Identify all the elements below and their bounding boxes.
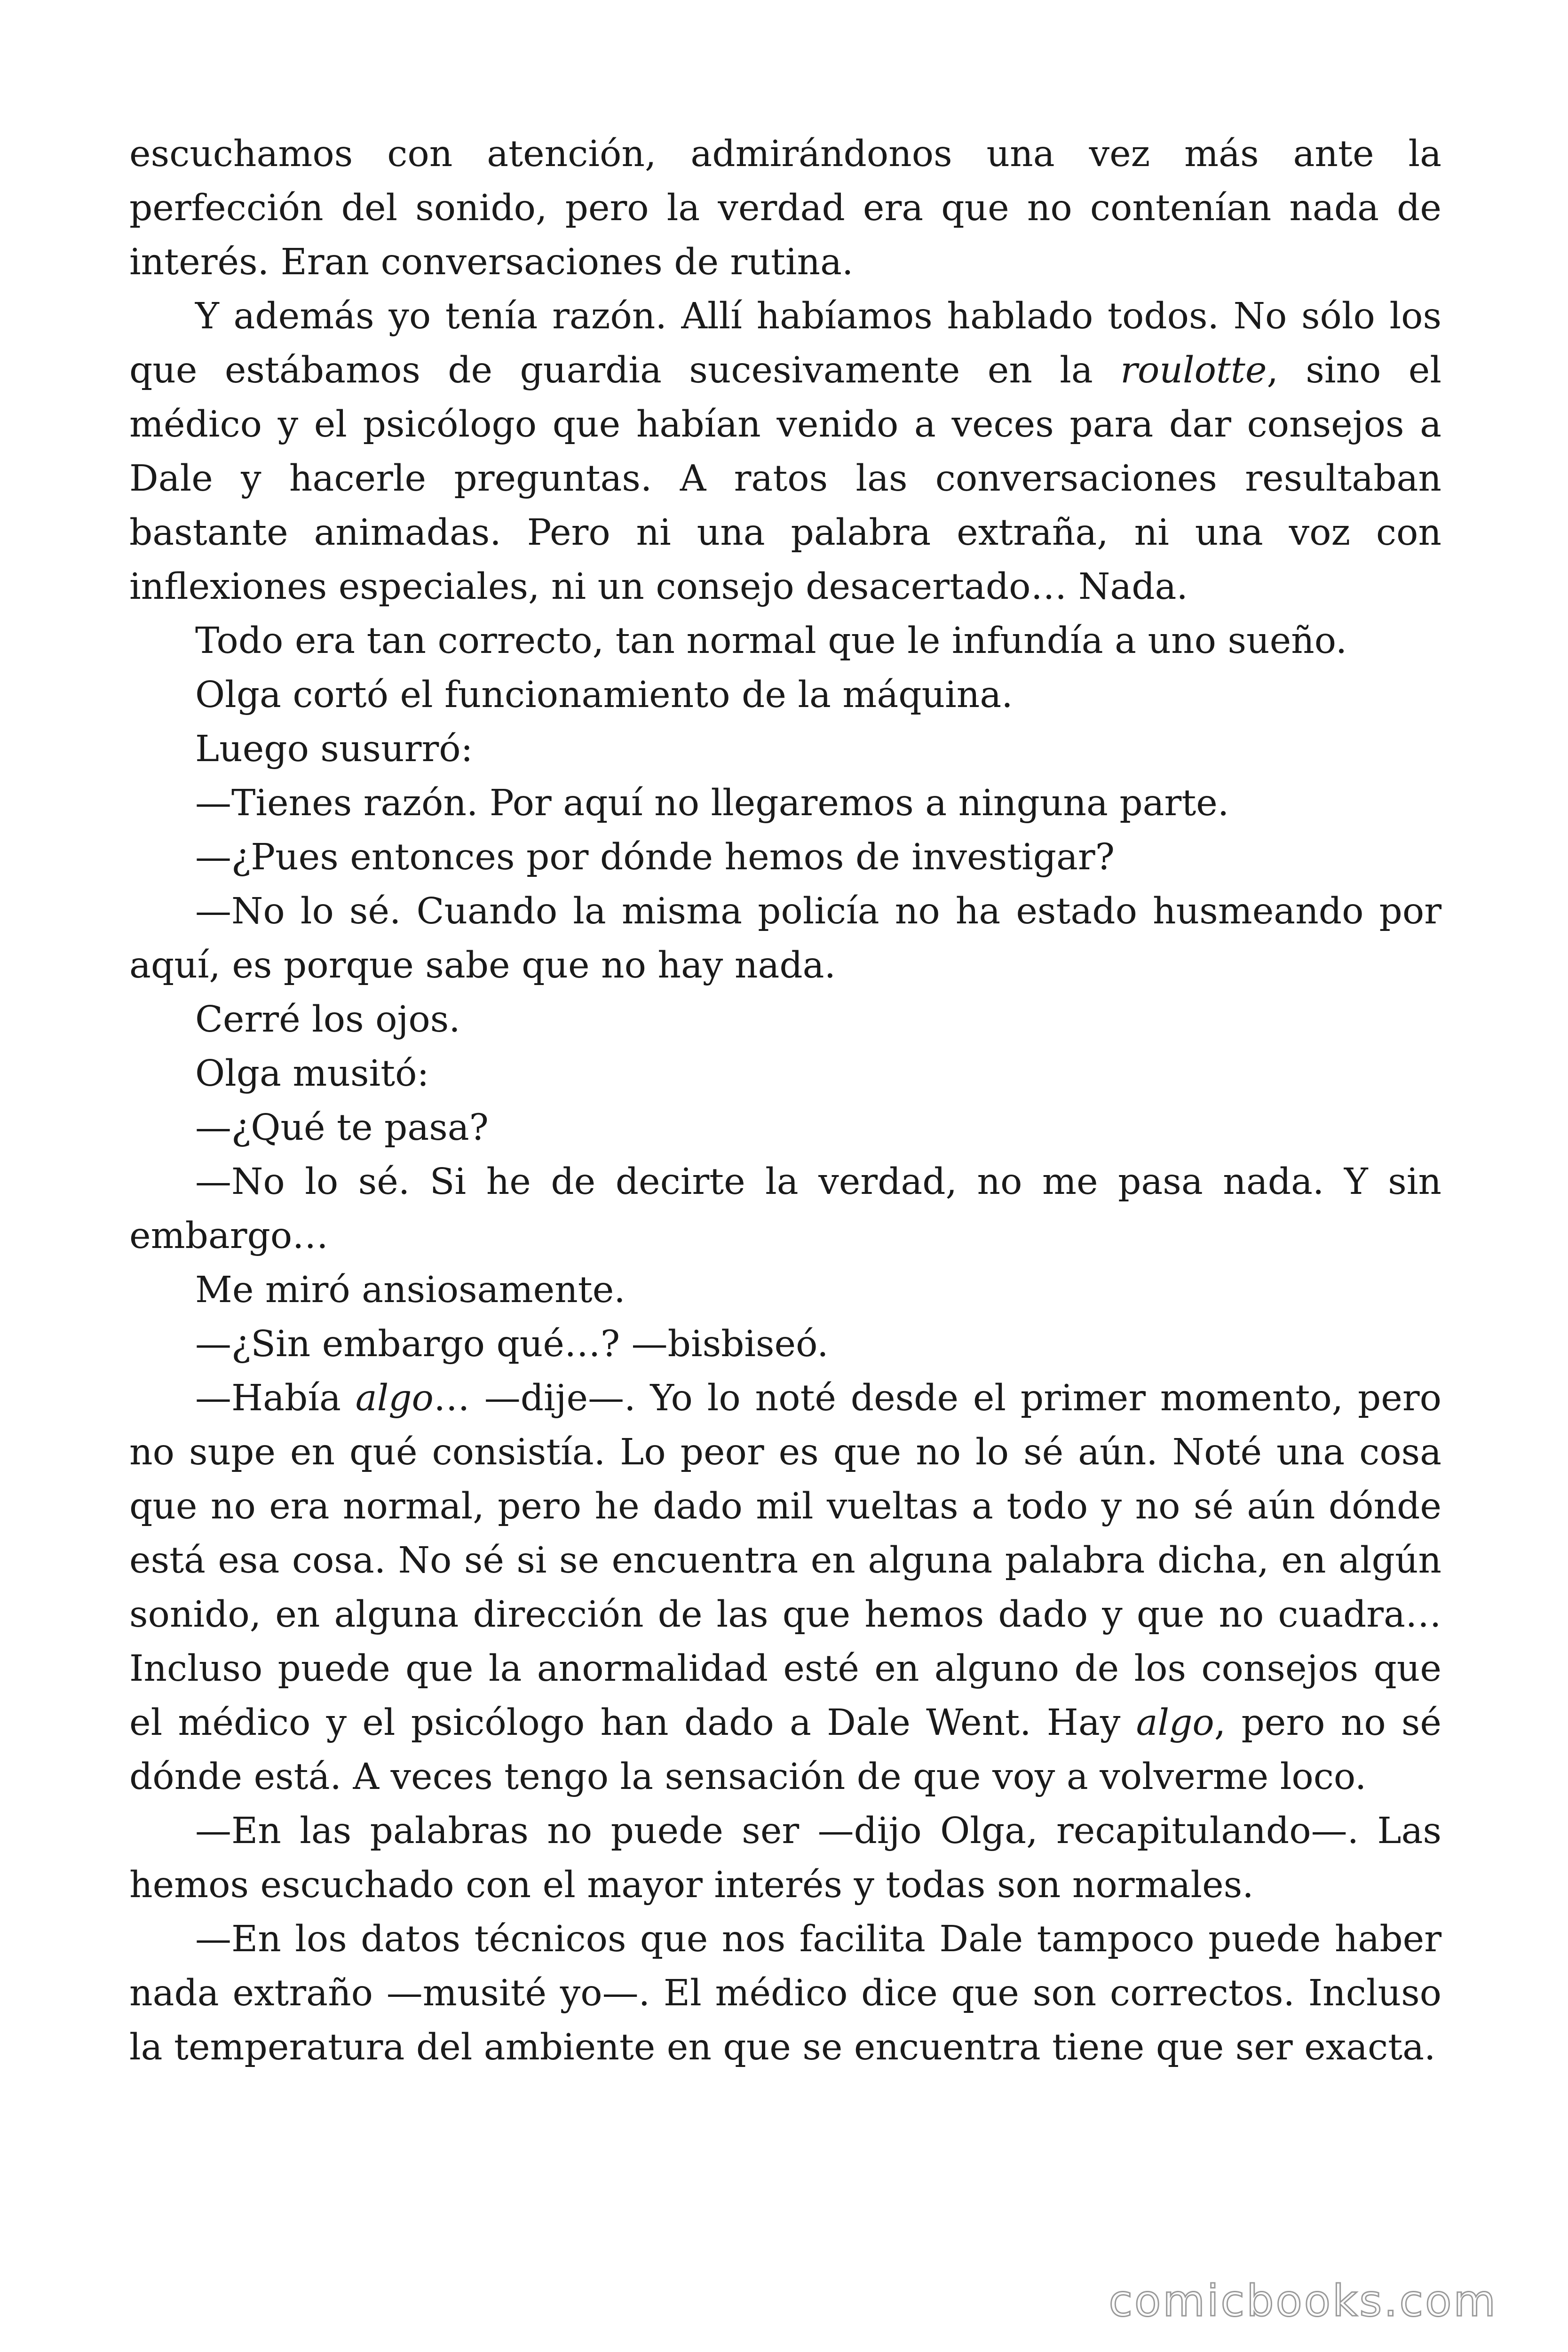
watermark: comicbooks.com — [1109, 2276, 1497, 2326]
paragraph — [129, 884, 1441, 993]
paragraph — [129, 1047, 1441, 1101]
paragraph — [129, 776, 1441, 830]
paragraph — [129, 1804, 1441, 1912]
text-run: escuchamos con atención, admirándonos una vez más ante la perfección del sonido, pero la verdad era que no contenían nada de interés. Eran conversaciones de rutina. — [129, 133, 1441, 283]
text-run: Todo era tan correcto, tan normal que le infundía a uno sueño. — [195, 620, 1347, 662]
paragraph — [129, 127, 1441, 289]
paragraph — [129, 289, 1441, 614]
text-run: —En los datos técnicos que nos facilita Dale tampoco puede haber nada extraño —musité yo—. El médico dice que son correctos. Incluso la temperatura del ambiente en que se encuentra tiene que ser exacta. — [129, 1918, 1441, 2068]
text-run: Cerré los ojos. — [195, 999, 460, 1041]
paragraph — [129, 1371, 1441, 1804]
paragraph — [129, 1155, 1441, 1263]
text-run: Olga musitó: — [195, 1053, 429, 1095]
emphasized-text: algo — [355, 1377, 434, 1419]
text-run: Y además yo tenía razón. Allí habíamos hablado todos. No sólo los que estábamos de guardia sucesivamente en la — [129, 295, 1441, 391]
text-run: Me miró ansiosamente. — [195, 1269, 626, 1311]
text-run: —En las palabras no puede ser —dijo Olga, recapitulando—. Las hemos escuchado con el mayor interés y todas son normales. — [129, 1810, 1441, 1906]
text-run: —No lo sé. Si he de decirte la verdad, no me pasa nada. Y sin embargo… — [129, 1161, 1441, 1257]
emphasized-text: roulotte — [1120, 350, 1267, 391]
text-run: —¿Qué te pasa? — [195, 1107, 489, 1149]
paragraph — [129, 722, 1441, 776]
paragraph — [129, 1263, 1441, 1317]
text-run: , sino el médico y el psicólogo que habían venido a veces para dar consejos a Dale y hacerle preguntas. A ratos las conversaciones resultaban bastante animadas. Pero ni una palabra extraña, ni una voz con inflexiones especiales, ni un consejo desacertado… Nada. — [129, 350, 1442, 608]
text-run: —Tienes razón. Por aquí no llegaremos a ninguna parte. — [195, 782, 1229, 824]
paragraph — [129, 1912, 1441, 2074]
text-run: Luego susurró: — [195, 728, 473, 770]
text-run: —¿Sin embargo qué…? —bisbiseó. — [195, 1323, 829, 1365]
text-run: —¿Pues entonces por dónde hemos de investigar? — [195, 836, 1115, 878]
text-run: —Había — [195, 1377, 356, 1419]
book-page-text — [129, 127, 1441, 2074]
text-run: Olga cortó el funcionamiento de la máquina. — [195, 674, 1013, 716]
paragraph — [129, 1101, 1441, 1155]
paragraph — [129, 993, 1441, 1047]
text-run: , pero no sé dónde está. A veces tengo la sensación de que voy a volverme loco. — [129, 1702, 1441, 1798]
text-run: —No lo sé. Cuando la misma policía no ha estado husmeando por aquí, es porque sabe que no hay nada. — [129, 890, 1441, 986]
paragraph — [129, 1317, 1441, 1371]
paragraph — [129, 668, 1441, 722]
paragraph — [129, 830, 1441, 884]
paragraph — [129, 614, 1441, 668]
emphasized-text: algo — [1136, 1702, 1214, 1744]
text-run: … —dije—. Yo lo noté desde el primer momento, pero no supe en qué consistía. Lo peor es que no lo sé aún. Noté una cosa que no era normal, pero he dado mil vueltas a todo y no sé aún dónde está esa cosa. No sé si se encuentra en alguna palabra dicha, en algún sonido, en alguna dirección de las que hemos dado y que no cuadra… Incluso puede que la anormalidad esté en alguno de los consejos que el médico y el psicólogo han dado a Dale Went. Hay — [129, 1377, 1441, 1744]
